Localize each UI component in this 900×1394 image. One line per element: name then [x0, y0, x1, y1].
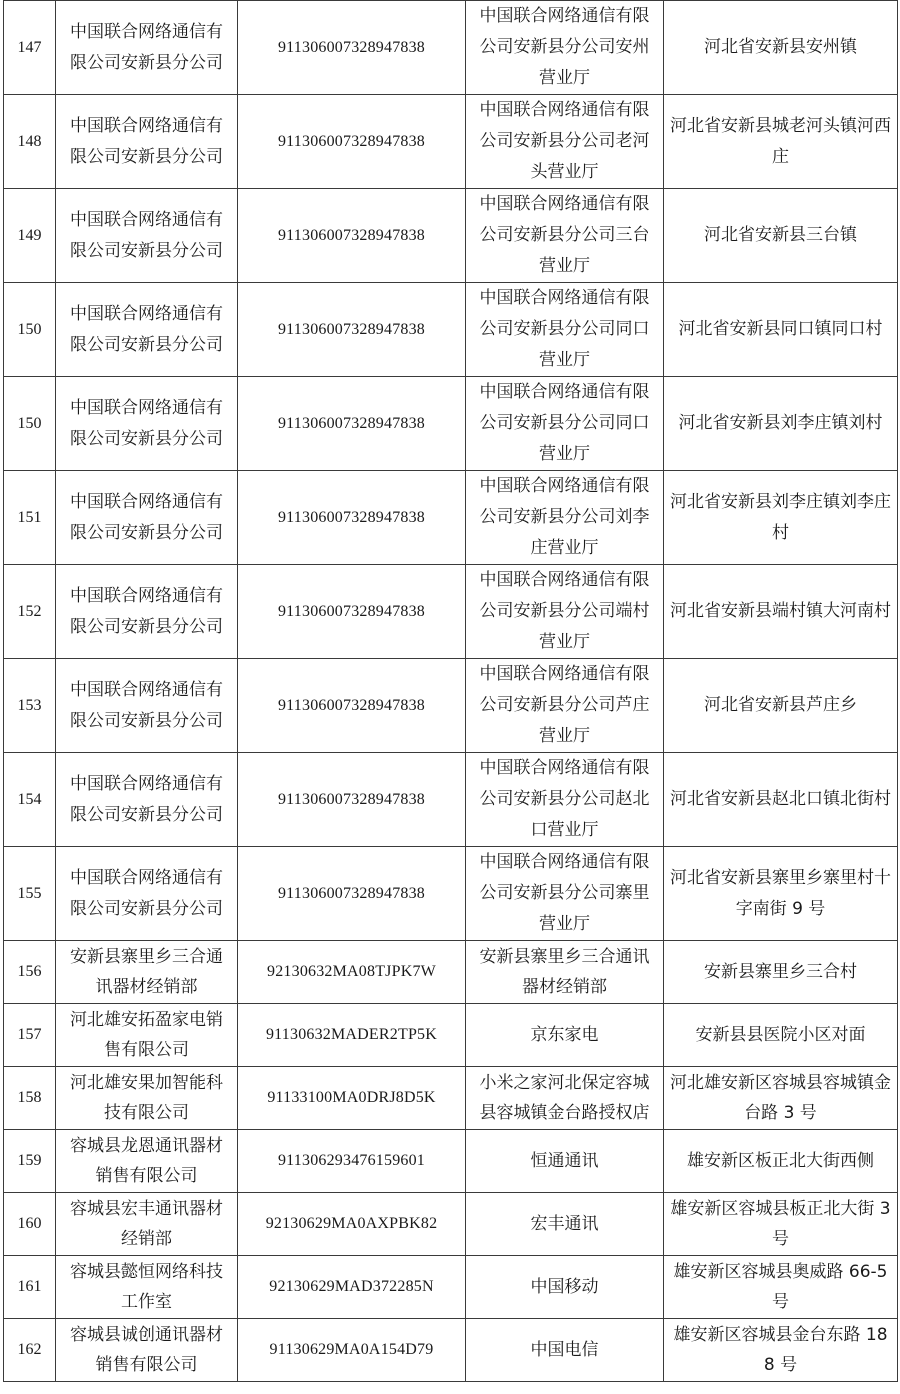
table-row — [4, 753, 898, 847]
company-name: 中国联合网络通信有限公司安新县分公司 — [56, 565, 238, 659]
shop-name: 京东家电 — [466, 1004, 664, 1067]
shop-address: 河北省安新县同口镇同口村 — [664, 283, 898, 377]
company-name: 中国联合网络通信有限公司安新县分公司 — [56, 1, 238, 95]
table-row — [4, 1193, 898, 1256]
row-number: 153 — [4, 659, 56, 753]
row-number: 152 — [4, 565, 56, 659]
table-row — [4, 283, 898, 377]
credit-code: 911306007328947838 — [238, 283, 466, 377]
shop-address: 河北省安新县寨里乡寨里村十字南街 9 号 — [664, 847, 898, 941]
table-row — [4, 1004, 898, 1067]
table-row — [4, 1067, 898, 1130]
shop-name: 中国联合网络通信有限公司安新县分公司寨里营业厅 — [466, 847, 664, 941]
row-number: 162 — [4, 1319, 56, 1382]
table-row — [4, 1256, 898, 1319]
company-name: 安新县寨里乡三合通讯器材经销部 — [56, 941, 238, 1004]
credit-code: 911306007328947838 — [238, 659, 466, 753]
shop-name: 中国联合网络通信有限公司安新县分公司端村营业厅 — [466, 565, 664, 659]
table-row — [4, 1319, 898, 1382]
credit-code: 91133100MA0DRJ8D5K — [238, 1067, 466, 1130]
company-name: 容城县宏丰通讯器材经销部 — [56, 1193, 238, 1256]
shop-name: 恒通通讯 — [466, 1130, 664, 1193]
row-number: 154 — [4, 753, 56, 847]
shop-address: 河北省安新县芦庄乡 — [664, 659, 898, 753]
credit-code: 911306007328947838 — [238, 847, 466, 941]
company-name: 中国联合网络通信有限公司安新县分公司 — [56, 95, 238, 189]
credit-code: 911306007328947838 — [238, 565, 466, 659]
shop-address: 雄安新区容城县板正北大街 3 号 — [664, 1193, 898, 1256]
shop-name: 中国联合网络通信有限公司安新县分公司老河头营业厅 — [466, 95, 664, 189]
shop-address: 河北省安新县端村镇大河南村 — [664, 565, 898, 659]
credit-code: 91130629347615960​1 — [238, 1130, 466, 1193]
row-number: 148 — [4, 95, 56, 189]
row-number: 155 — [4, 847, 56, 941]
table-row — [4, 1, 898, 95]
row-number: 158 — [4, 1067, 56, 1130]
shop-address: 河北省安新县城老河头镇河西庄 — [664, 95, 898, 189]
shop-name: 中国联合网络通信有限公司安新县分公司赵北口营业厅 — [466, 753, 664, 847]
table-row — [4, 377, 898, 471]
credit-code: 91130632MADER2TP5K — [238, 1004, 466, 1067]
company-name: 容城县龙恩通讯器材销售有限公司 — [56, 1130, 238, 1193]
shop-name: 安新县寨里乡三合通讯器材经销部 — [466, 941, 664, 1004]
shop-address: 雄安新区板正北大街西侧 — [664, 1130, 898, 1193]
row-number: 151 — [4, 471, 56, 565]
shop-name: 中国联合网络通信有限公司安新县分公司同口营业厅 — [466, 377, 664, 471]
shop-address: 河北省安新县刘李庄镇刘村 — [664, 377, 898, 471]
company-name: 中国联合网络通信有限公司安新县分公司 — [56, 753, 238, 847]
row-number: 157 — [4, 1004, 56, 1067]
shop-address: 雄安新区容城县奥威路 66-5 号 — [664, 1256, 898, 1319]
credit-code: 911306007328947838 — [238, 753, 466, 847]
row-number: 156 — [4, 941, 56, 1004]
row-number: 149 — [4, 189, 56, 283]
shop-name: 中国联合网络通信有限公司安新县分公司安州营业厅 — [466, 1, 664, 95]
shop-name: 中国联合网络通信有限公司安新县分公司同口营业厅 — [466, 283, 664, 377]
shop-name: 中国联合网络通信有限公司安新县分公司三台营业厅 — [466, 189, 664, 283]
company-name: 中国联合网络通信有限公司安新县分公司 — [56, 189, 238, 283]
credit-code: 92130629MAD372285N — [238, 1256, 466, 1319]
company-name: 中国联合网络通信有限公司安新县分公司 — [56, 377, 238, 471]
row-number: 159 — [4, 1130, 56, 1193]
company-name: 中国联合网络通信有限公司安新县分公司 — [56, 471, 238, 565]
shop-address: 安新县寨里乡三合村 — [664, 941, 898, 1004]
company-name: 河北雄安拓盈家电销售有限公司 — [56, 1004, 238, 1067]
table-row — [4, 941, 898, 1004]
row-number: 160 — [4, 1193, 56, 1256]
shop-name: 中国联合网络通信有限公司安新县分公司芦庄营业厅 — [466, 659, 664, 753]
shop-name: 中国移动 — [466, 1256, 664, 1319]
company-name: 中国联合网络通信有限公司安新县分公司 — [56, 847, 238, 941]
shop-name: 宏丰通讯 — [466, 1193, 664, 1256]
credit-code: 911306007328947838 — [238, 377, 466, 471]
credit-code: 911306007328947838 — [238, 189, 466, 283]
table-row — [4, 847, 898, 941]
shop-name: 中国联合网络通信有限公司安新县分公司刘李庄营业厅 — [466, 471, 664, 565]
credit-code: 91130600732894783​8 — [238, 1, 466, 95]
table-row — [4, 189, 898, 283]
shop-address: 河北省安新县三台镇 — [664, 189, 898, 283]
company-name: 中国联合网络通信有限公司安新县分公司 — [56, 283, 238, 377]
credit-code: 911306007328947838 — [238, 471, 466, 565]
table-row — [4, 659, 898, 753]
table-row — [4, 95, 898, 189]
company-name: 容城县懿恒网络科技工作室 — [56, 1256, 238, 1319]
shop-address: 安新县县医院小区对面 — [664, 1004, 898, 1067]
table-row — [4, 565, 898, 659]
shop-name: 小米之家河北保定容城县容城镇金台路授权店 — [466, 1067, 664, 1130]
shop-address: 河北省安新县安州镇 — [664, 1, 898, 95]
shop-address: 河北省安新县赵北口镇北街村 — [664, 753, 898, 847]
row-number: 161 — [4, 1256, 56, 1319]
merchant-table — [3, 0, 898, 1382]
credit-code: 92130632MA08TJPK7W — [238, 941, 466, 1004]
row-number: 150 — [4, 377, 56, 471]
shop-name: 中国电信 — [466, 1319, 664, 1382]
company-name: 河北雄安果加智能科技有限公司 — [56, 1067, 238, 1130]
row-number: 147 — [4, 1, 56, 95]
table-row — [4, 1130, 898, 1193]
shop-address: 河北雄安新区容城县容城镇金台路 3 号 — [664, 1067, 898, 1130]
table-row — [4, 471, 898, 565]
row-number: 150 — [4, 283, 56, 377]
credit-code: 91130629MA0A154D79 — [238, 1319, 466, 1382]
credit-code: 911306007328947838 — [238, 95, 466, 189]
company-name: 容城县诚创通讯器材销售有限公司 — [56, 1319, 238, 1382]
shop-address: 河北省安新县刘李庄镇刘李庄村 — [664, 471, 898, 565]
shop-address: 雄安新区容城县金台东路 188 号 — [664, 1319, 898, 1382]
company-name: 中国联合网络通信有限公司安新县分公司 — [56, 659, 238, 753]
credit-code: 92130629MA0AXPBK82 — [238, 1193, 466, 1256]
